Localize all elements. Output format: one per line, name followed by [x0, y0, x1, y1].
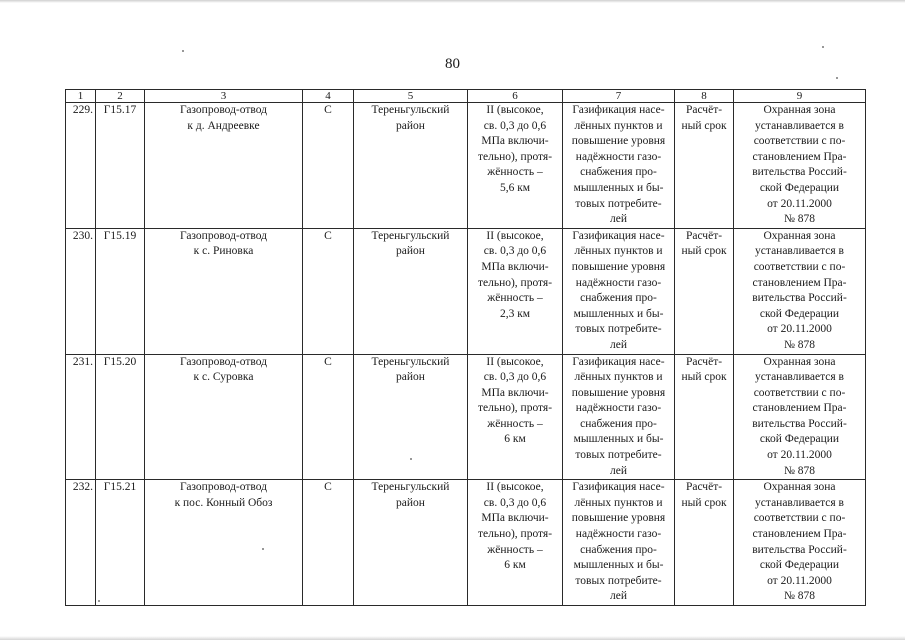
- column-header-7: 7: [563, 90, 675, 103]
- table-row: [66, 354, 866, 480]
- object-code: Г15.21: [96, 480, 145, 606]
- object-name: Газопровод-отвод к пос. Конный Обоз: [145, 480, 303, 606]
- column-header-8: 8: [675, 90, 734, 103]
- column-header-1: 1: [66, 90, 96, 103]
- column-header-2: 2: [96, 90, 145, 103]
- scan-speck: [836, 77, 838, 79]
- object-name: Газопровод-отвод к с. Риновка: [145, 228, 303, 354]
- object-parameters: II (высокое, св. 0,3 до 0,6 МПа включи- тельно), протя- жённость – 5,6 км: [468, 103, 563, 229]
- table-row: [66, 103, 866, 229]
- object-protection-zone: Охранная зона устанавливается в соответствии с по- становлением Пра- вительства Россий- ской Федерации от 20.11.2000 № 878: [734, 480, 866, 606]
- object-parameters: II (высокое, св. 0,3 до 0,6 МПа включи- тельно), протя- жённость – 2,3 км: [468, 228, 563, 354]
- object-term: Расчёт- ный срок: [675, 354, 734, 480]
- row-number: 232.: [66, 480, 96, 606]
- page-number: 80: [445, 56, 460, 72]
- header-row: [66, 90, 866, 103]
- object-code: Г15.20: [96, 354, 145, 480]
- object-purpose: Газификация насе- лённых пунктов и повышение уровня надёжности газо- снабжения про- мышленных и бы- товых потребите- лей: [563, 228, 675, 354]
- column-header-5: 5: [354, 90, 468, 103]
- table-row: [66, 480, 866, 606]
- object-status: С: [303, 480, 354, 606]
- object-status: С: [303, 228, 354, 354]
- object-protection-zone: Охранная зона устанавливается в соответствии с по- становлением Пра- вительства Россий- ской Федерации от 20.11.2000 № 878: [734, 103, 866, 229]
- scan-speck: [182, 50, 184, 52]
- object-protection-zone: Охранная зона устанавливается в соответствии с по- становлением Пра- вительства Россий- ской Федерации от 20.11.2000 № 878: [734, 354, 866, 480]
- object-protection-zone: Охранная зона устанавливается в соответствии с по- становлением Пра- вительства Россий- ской Федерации от 20.11.2000 № 878: [734, 228, 866, 354]
- scan-edge-top: [0, 0, 905, 3]
- object-location: Тереньгульский район: [354, 228, 468, 354]
- object-status: С: [303, 103, 354, 229]
- object-purpose: Газификация насе- лённых пунктов и повышение уровня надёжности газо- снабжения про- мышленных и бы- товых потребите- лей: [563, 354, 675, 480]
- column-header-9: 9: [734, 90, 866, 103]
- object-name: Газопровод-отвод к с. Суровка: [145, 354, 303, 480]
- object-status: С: [303, 354, 354, 480]
- row-number: 229.: [66, 103, 96, 229]
- object-name: Газопровод-отвод к д. Андреевке: [145, 103, 303, 229]
- object-term: Расчёт- ный срок: [675, 480, 734, 606]
- scan-speck: [822, 46, 824, 48]
- object-code: Г15.19: [96, 228, 145, 354]
- object-purpose: Газификация насе- лённых пунктов и повышение уровня надёжности газо- снабжения про- мышленных и бы- товых потребите- лей: [563, 480, 675, 606]
- column-header-3: 3: [145, 90, 303, 103]
- object-term: Расчёт- ный срок: [675, 228, 734, 354]
- object-term: Расчёт- ный срок: [675, 103, 734, 229]
- registry-table: [65, 89, 866, 606]
- row-number: 230.: [66, 228, 96, 354]
- object-location: Тереньгульский район: [354, 354, 468, 480]
- row-number: 231.: [66, 354, 96, 480]
- column-header-6: 6: [468, 90, 563, 103]
- object-location: Тереньгульский район: [354, 480, 468, 606]
- object-code: Г15.17: [96, 103, 145, 229]
- scan-edge-bottom: [0, 636, 905, 640]
- object-purpose: Газификация насе- лённых пунктов и повышение уровня надёжности газо- снабжения про- мышленных и бы- товых потребите- лей: [563, 103, 675, 229]
- scan-speck: [410, 458, 412, 460]
- object-parameters: II (высокое, св. 0,3 до 0,6 МПа включи- тельно), протя- жённость – 6 км: [468, 354, 563, 480]
- scan-speck: [262, 548, 264, 550]
- object-location: Тереньгульский район: [354, 103, 468, 229]
- object-parameters: II (высокое, св. 0,3 до 0,6 МПа включи- тельно), протя- жённость – 6 км: [468, 480, 563, 606]
- table-row: [66, 228, 866, 354]
- column-header-4: 4: [303, 90, 354, 103]
- scan-speck: [98, 600, 100, 602]
